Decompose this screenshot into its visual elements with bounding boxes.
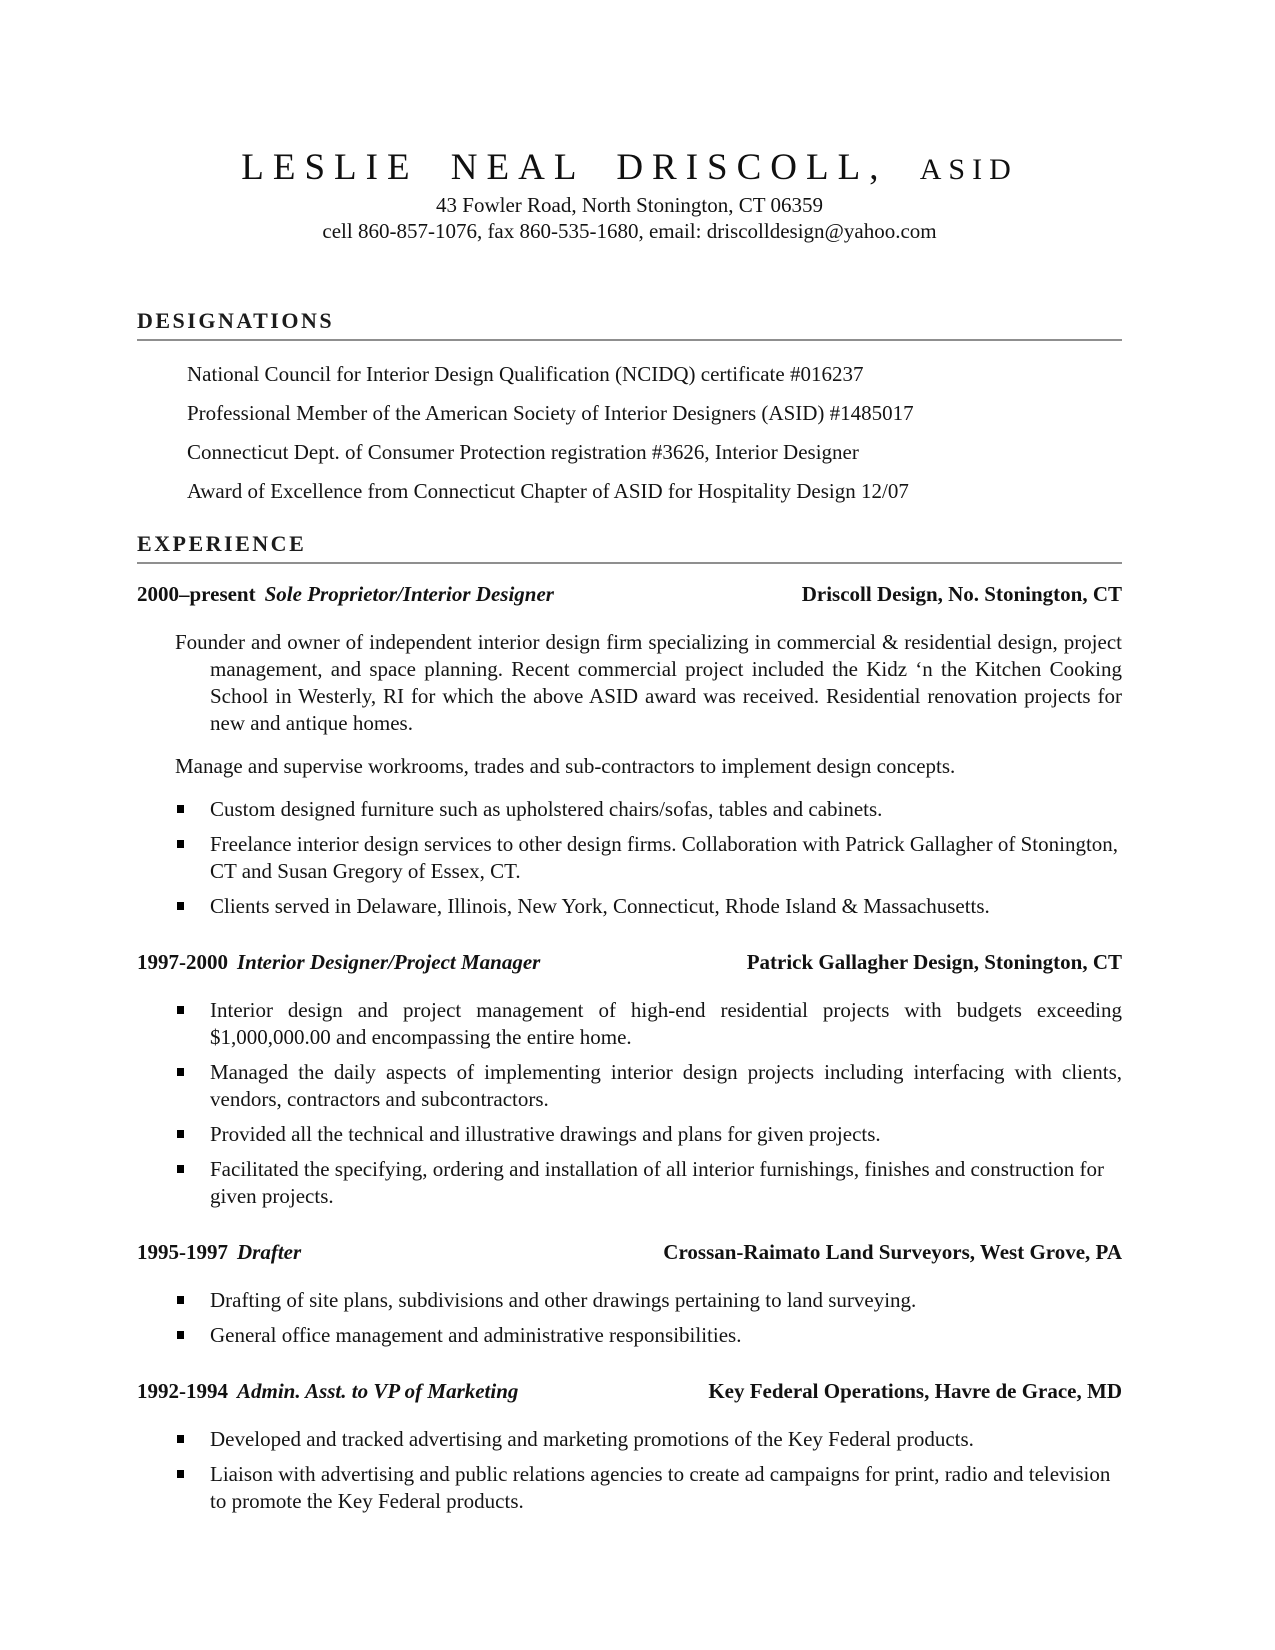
bullet-square-icon: [175, 831, 210, 885]
job-entry-crossan-raimato: [137, 1240, 1122, 1349]
job-bullet: [175, 1426, 1122, 1453]
person-name: [137, 146, 1122, 192]
job-body: [137, 1287, 1122, 1349]
job-body: [137, 1426, 1122, 1515]
bullet-text: Developed and tracked advertising and marketing promotions of the Key Federal products.: [210, 1427, 974, 1451]
designation-item: Award of Excellence from Connecticut Chapter of ASID for Hospitality Design 12/07: [187, 479, 909, 503]
bullet-text: Facilitated the specifying, ordering and installation of all interior furnishings, finishes and construction for given projects.: [210, 1157, 1105, 1208]
job-title: Admin. Asst. to VP of Marketing: [237, 1379, 519, 1403]
job-bullet: [175, 1322, 1122, 1349]
bullet-square-icon: [175, 893, 210, 920]
bullet-square-icon: [175, 997, 210, 1051]
job-company: Driscoll Design, No. Stonington, CT: [801, 582, 1122, 606]
job-bullet: [175, 1059, 1122, 1113]
experience-title: EXPERIENCE: [137, 531, 307, 556]
job-title: Sole Proprietor/Interior Designer: [264, 582, 554, 606]
job-bullet: [175, 1156, 1122, 1210]
job-bullet: [175, 796, 1122, 823]
designation-item: National Council for Interior Design Qualification (NCIDQ) certificate #016237: [187, 362, 864, 386]
job-dates: 1995-1997: [137, 1240, 228, 1264]
job-bullet: [175, 831, 1122, 885]
job-heading: [137, 1379, 1122, 1404]
address-line: 43 Fowler Road, North Stonington, CT 06359: [436, 193, 823, 217]
job-heading-left: [137, 950, 540, 975]
designation-item: Connecticut Dept. of Consumer Protection registration #3626, Interior Designer: [187, 440, 859, 464]
bullet-square-icon: [175, 1156, 210, 1210]
bullet-square-icon: [175, 1426, 210, 1453]
bullet-square-icon: [175, 1059, 210, 1113]
job-entry-patrick-gallagher: [137, 950, 1122, 1210]
job-entry-driscoll-design: [137, 582, 1122, 920]
job-heading: [137, 1240, 1122, 1265]
job-body: [137, 629, 1122, 920]
job-heading: [137, 950, 1122, 975]
designations-section: [137, 308, 1122, 505]
person-name-main: LESLIE NEAL DRISCOLL,: [241, 147, 888, 188]
bullet-text: Drafting of site plans, subdivisions and other drawings pertaining to land surveying.: [210, 1288, 917, 1312]
job-dates: 1997-2000: [137, 950, 228, 974]
bullet-text: Custom designed furniture such as upholstered chairs/sofas, tables and cabinets.: [210, 797, 883, 821]
job-heading-left: [137, 1379, 518, 1404]
job-dates: 2000–present: [137, 582, 256, 606]
designation-item: Professional Member of the American Society of Interior Designers (ASID) #1485017: [187, 401, 914, 425]
designations-rule: [137, 339, 1122, 341]
bullet-text: Clients served in Delaware, Illinois, New York, Connecticut, Rhode Island & Massachusetts.: [210, 894, 990, 918]
job-company: Crossan-Raimato Land Surveyors, West Grove, PA: [663, 1240, 1122, 1264]
job-paragraph: Founder and owner of independent interior design firm specializing in commercial & residential design, project management, and space planning. Recent commercial project included the Kidz ‘n the Kitchen Cooking School in Westerly, RI for which the above ASID award was received. Residential renovation projects for new and antique homes.: [175, 630, 1122, 735]
bullet-text: General office management and administrative responsibilities.: [210, 1323, 742, 1347]
experience-rule: [137, 562, 1122, 564]
job-company: Patrick Gallagher Design, Stonington, CT: [746, 950, 1122, 974]
job-heading: [137, 582, 1122, 607]
job-bullet: [175, 893, 1122, 920]
bullet-text: Liaison with advertising and public relations agencies to create ad campaigns for print, radio and television to promote the Key Federal products.: [210, 1462, 1111, 1513]
bullet-square-icon: [175, 1322, 210, 1349]
contact-line: cell 860-857-1076, fax 860-535-1680, email: driscolldesign@yahoo.com: [322, 219, 937, 243]
job-heading-left: [137, 1240, 301, 1265]
job-title: Drafter: [237, 1240, 302, 1264]
designations-list: [137, 361, 1122, 505]
job-heading-left: [137, 582, 554, 607]
job-dates: 1992-1994: [137, 1379, 228, 1403]
bullet-square-icon: [175, 796, 210, 823]
designations-title: DESIGNATIONS: [137, 308, 335, 333]
job-bullet: [175, 1287, 1122, 1314]
bullet-square-icon: [175, 1461, 210, 1515]
bullet-text: Provided all the technical and illustrative drawings and plans for given projects.: [210, 1122, 881, 1146]
job-bullet: [175, 1121, 1122, 1148]
bullet-text: Managed the daily aspects of implementing interior design projects including interfacing with clients, vendors, contractors and subcontractors.: [210, 1060, 1122, 1111]
person-name-credential: ASID: [919, 153, 1018, 186]
job-title: Interior Designer/Project Manager: [237, 950, 541, 974]
job-bullet: [175, 1461, 1122, 1515]
bullet-square-icon: [175, 1121, 210, 1148]
bullet-text: Freelance interior design services to other design firms. Collaboration with Patrick Gallagher of Stonington, CT and Susan Gregory of Essex, CT.: [210, 832, 1119, 883]
bullet-square-icon: [175, 1287, 210, 1314]
bullet-text: Interior design and project management of high-end residential projects with budgets exceeding $1,000,000.00 and encompassing the entire home.: [210, 998, 1122, 1049]
job-entry-key-federal: [137, 1379, 1122, 1515]
job-body: [137, 997, 1122, 1210]
resume-header: [137, 146, 1122, 244]
job-bullet: [175, 997, 1122, 1051]
job-paragraph: Manage and supervise workrooms, trades and sub-contractors to implement design concepts.: [175, 754, 956, 778]
experience-section: [137, 531, 1122, 1515]
job-company: Key Federal Operations, Havre de Grace, MD: [708, 1379, 1122, 1403]
